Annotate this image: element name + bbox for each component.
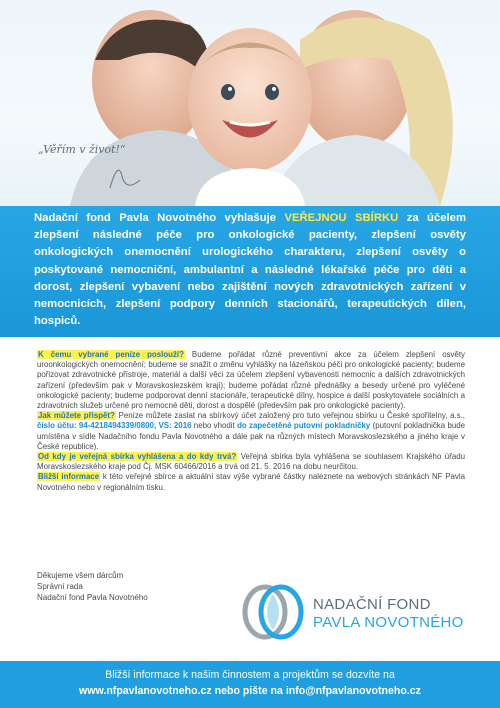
- question-more-info: Bližší informace: [38, 472, 100, 482]
- info-paragraph-duration: [37, 452, 465, 472]
- info-paragraph-contribute: [37, 411, 465, 452]
- appeal-text-before: Nadační fond Pavla Novotného vyhlašuje: [34, 212, 285, 224]
- family-photo: [0, 0, 500, 206]
- collection-box: do zapečetěné putovní pokladničky: [237, 421, 371, 431]
- question-purpose: K čemu vybrané peníze poslouží?: [38, 350, 184, 359]
- answer-more-info: k této veřejné sbírce a aktuální stav výše vybrané částky naleznete na webových stránkách NF Pavla Novotného nebo v regionálním tisku.: [37, 472, 465, 492]
- appeal-text-after: za účelem zlepšení následné péče pro onkologické pacienty, zlepšení osvěty onkologických onemocnění urologického charakteru, zlepšení osvěty o poskytované nemocniční, ambulantní a následné lékařské péče pro děti a dorost, zlepšení vybavení nebo zajištění nových zdravotnických zařízení v nemocnicích, zlepšení podpory denních stacionářů, terapeutických dílen, hospiců.: [34, 212, 466, 328]
- answer-contribute-part1: Peníze můžete zaslat na sbírkový účet založený pro tuto veřejnou sbírku u České spořitelny, a.s.,: [115, 411, 465, 421]
- logo-text-line1: NADAČNÍ FOND: [313, 596, 431, 613]
- family-photo-illustration: [0, 0, 500, 206]
- question-duration: Od kdy je veřejná sbírka vyhlášena a do kdy trvá?: [38, 452, 237, 462]
- question-contribute: Jak můžete přispět?: [38, 411, 115, 421]
- signoff-thanks: Děkujeme všem dárcům: [37, 571, 124, 580]
- answer-duration: Veřejná sbírka byla vyhlášena se souhlasem Krajského úřadu Moravskoslezského kraje pod Čj. MSK 60466/2016 a trvá od 21. 5. 2016 na dobu neurčitou.: [37, 452, 465, 472]
- answer-contribute-part2: nebo vhodit: [191, 421, 238, 431]
- info-paragraph-purpose: [37, 350, 465, 411]
- answer-contribute-part3: (putovní pokladnička bude umístěna v sídle Nadačního fondu Pavla Novotného a dále pak na různých místech Moravskoslezského a jiného kraje v České republice).: [37, 421, 466, 451]
- appeal-text: [34, 210, 466, 330]
- appeal-highlight: VEŘEJNOU SBÍRKU: [284, 212, 399, 224]
- logo-text-line2: PAVLA NOVOTNÉHO: [313, 614, 464, 631]
- motto-quote: „Věřím v život!“: [38, 143, 126, 156]
- info-section: [37, 350, 465, 493]
- info-paragraph-more: [37, 472, 465, 492]
- footer-line1: Bližší informace k našim činnostem a projektům se dozvíte na: [105, 669, 395, 681]
- bank-account: číslo účtu: 94-4218494339/0800, VS: 2016: [37, 421, 192, 431]
- fund-logo-icon: [237, 580, 311, 642]
- footer-band: [0, 661, 500, 708]
- signoff-board: Správní rada: [37, 582, 83, 591]
- answer-purpose: Budeme pořádat různé preventivní akce za účelem zlepšení osvěty uroonkologických onemocnění; budeme se snažit o změnu vyhlášky na lázeňskou péči pro onkologické pacienty; budeme pořizovat zdravotnické přístroje, materiál a další věci za účelem zlepšení vybavenosti nemocnic a dalších zdravotnických zařízení (především pak v Moravskoslezském kraji); budeme pořádat různé přednášky a besedy určené pro vyléčené onkologické pacienty; budeme podporovat denní stacionáře, terapeutické dílny, hospice a další poskytovatele sociálních a zdravotních služeb určené pro nemocné děti, dorost a dospělé (především pak pro onkologické pacienty).: [37, 350, 466, 411]
- fund-logo: [237, 580, 477, 642]
- appeal-band: [0, 206, 500, 337]
- signoff-fund: Nadační fond Pavla Novotného: [37, 593, 148, 602]
- footer-contact-links[interactable]: www.nfpavlanovotneho.cz nebo pište na info@nfpavlanovotneho.cz: [79, 685, 421, 697]
- signoff: [37, 570, 148, 603]
